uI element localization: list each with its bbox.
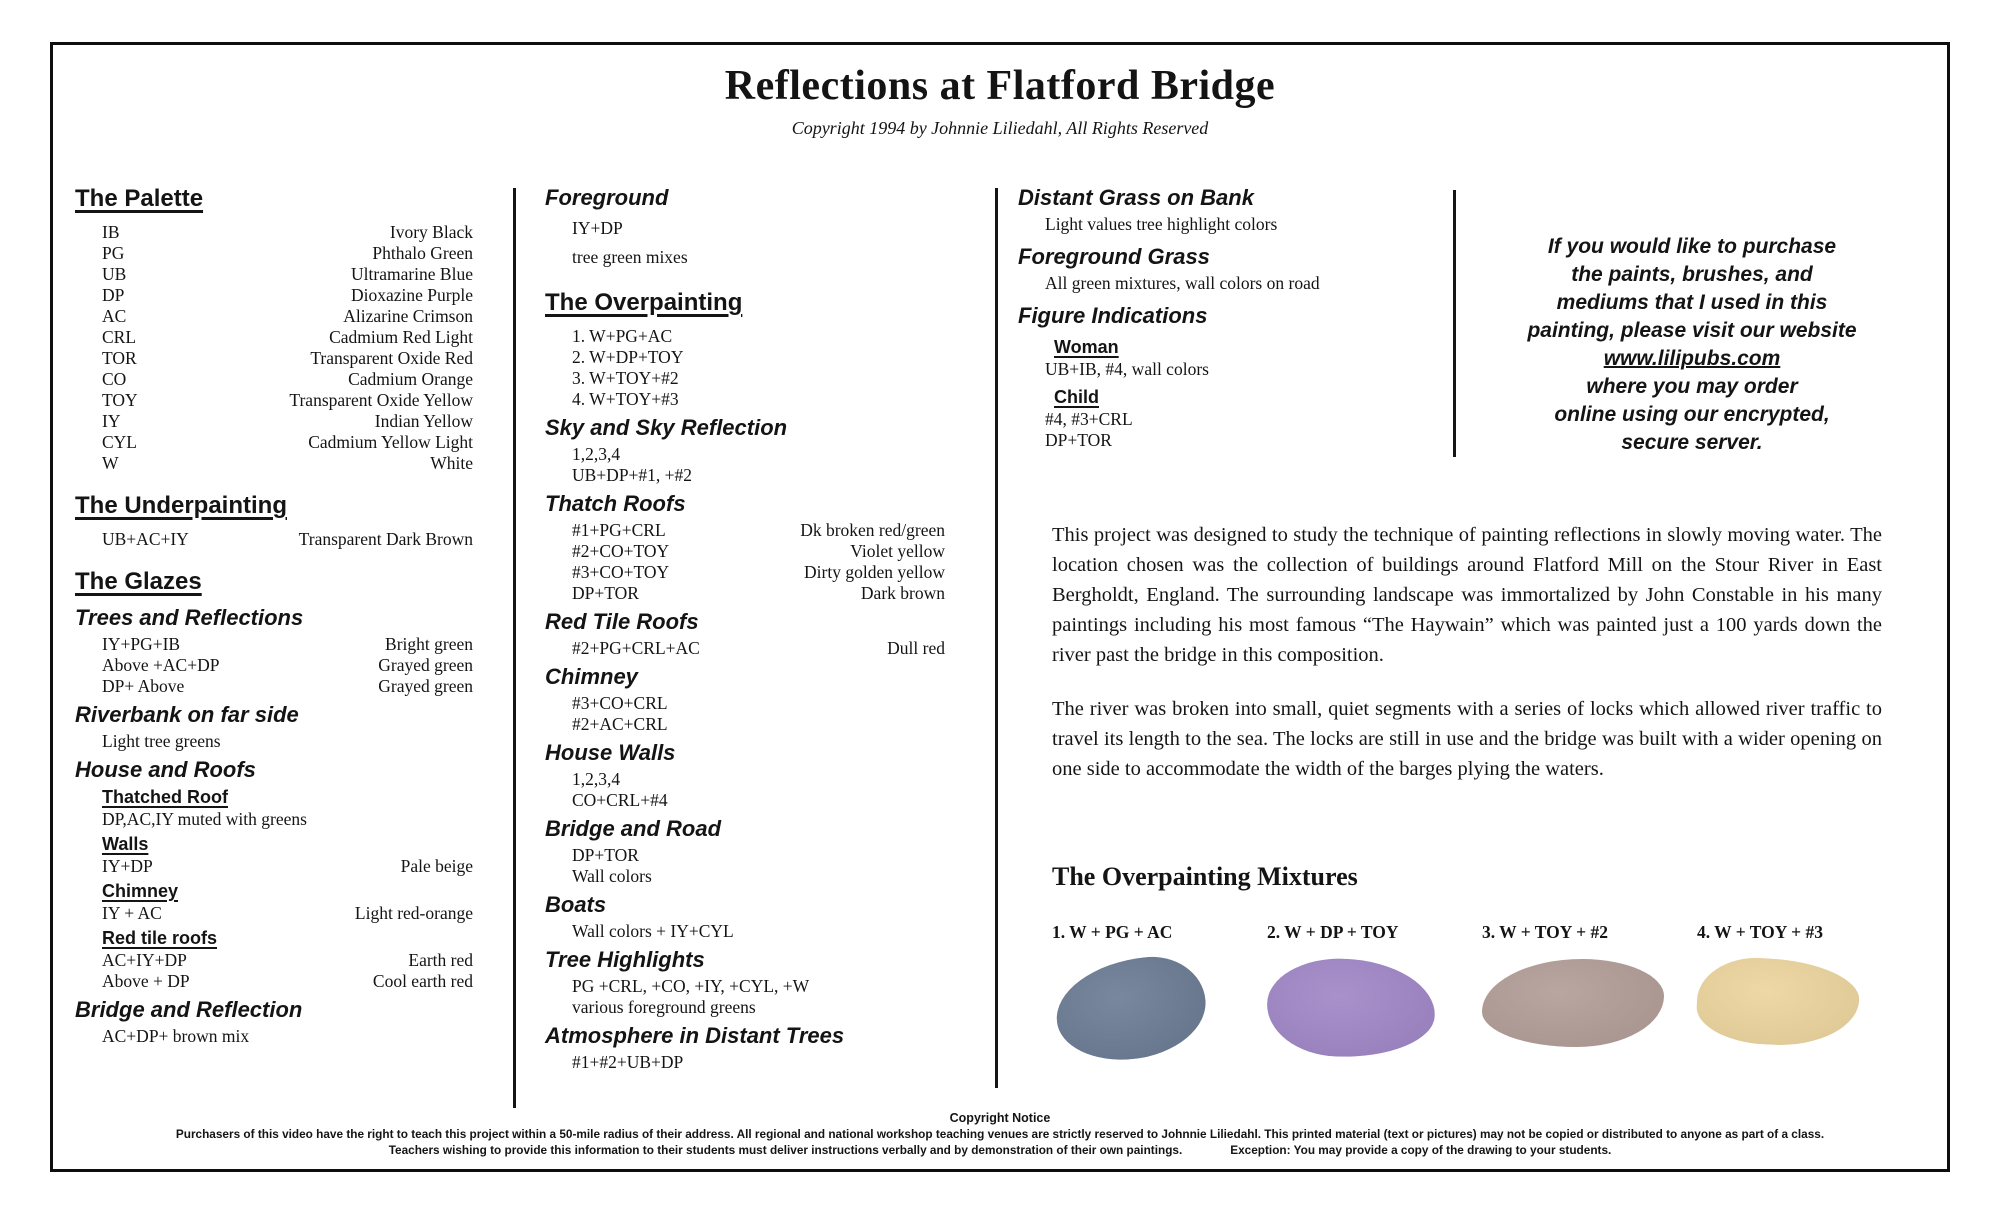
palette-row	[75, 390, 473, 411]
paint-code: UB	[102, 264, 127, 284]
swatch-row	[1052, 922, 1892, 1059]
palette-row	[75, 348, 473, 369]
paint-name: Transparent Oxide Yellow	[289, 390, 473, 410]
paint-code: DP	[102, 285, 125, 305]
swatch-label: 4. W + TOY + #3	[1697, 922, 1823, 942]
palette-row	[75, 306, 473, 327]
description-paragraph-1: This project was designed to study the technique of painting reflections in slowly moving water. The location chosen was the collection of buildings around Flatford Mill on the Stour River in East Bergholdt, England. The surrounding landscape was immortalized by John Constable in his many paintings including his most famous “The Haywain” which was painted just a 100 yards down the river past the bridge in this composition.	[1052, 524, 1882, 666]
mix-line: 1,2,3,4	[572, 769, 621, 789]
mix-code: AC+IY+DP	[102, 950, 187, 970]
mix-line: CO+CRL+#4	[572, 790, 668, 810]
paint-swatch-1	[1051, 951, 1211, 1066]
mix-code: #2+PG+CRL+AC	[572, 638, 700, 658]
mix-line: Light values tree highlight colors	[1045, 214, 1278, 234]
paint-name: Ultramarine Blue	[351, 264, 473, 284]
swatch-label: 3. W + TOY + #2	[1482, 922, 1608, 942]
boats-heading: Boats	[545, 892, 607, 917]
paint-name: Indian Yellow	[374, 411, 473, 431]
paint-swatch-4	[1695, 955, 1861, 1049]
paint-code: TOR	[102, 348, 137, 368]
promo-line: the paints, brushes, and	[1571, 263, 1813, 286]
overpainting-item: 4. W+TOY+#3	[572, 389, 679, 409]
palette-row	[75, 264, 473, 285]
mix-row	[545, 638, 945, 659]
copyright-notice-title: Copyright Notice	[949, 1111, 1051, 1125]
mix-line: #3+CO+CRL	[572, 693, 668, 713]
paint-name: Transparent Oxide Red	[310, 348, 473, 368]
paint-code: AC	[102, 306, 127, 326]
promo-line: where you may order	[1586, 375, 1798, 398]
foreground-heading: Foreground	[545, 185, 669, 210]
red-tile-roofs-subheading: Red tile roofs	[102, 928, 218, 948]
column-divider-left	[513, 188, 516, 1108]
promo-line: online using our encrypted,	[1554, 403, 1830, 426]
mix-line: #4, #3+CRL	[1045, 409, 1133, 429]
swatch-label: 2. W + DP + TOY	[1267, 922, 1399, 942]
underpainting-heading: The Underpainting	[75, 492, 287, 519]
left-column	[75, 185, 473, 1047]
foreground-grass-heading: Foreground Grass	[1018, 244, 1210, 269]
palette-row	[75, 222, 473, 243]
mix-line: IY+DP	[572, 218, 623, 238]
mix-line: #2+AC+CRL	[572, 714, 668, 734]
page-title: Reflections at Flatford Bridge	[724, 63, 1276, 109]
paint-name: Ivory Black	[389, 222, 473, 242]
mix-result: Dirty golden yellow	[804, 562, 945, 582]
mix-line: Wall colors	[572, 866, 652, 886]
column-divider-right	[995, 188, 998, 1088]
mix-result: Earth red	[408, 950, 473, 970]
mix-row	[75, 655, 473, 676]
mix-result: Grayed green	[378, 655, 473, 675]
paint-name: Cadmium Red Light	[329, 327, 473, 347]
thatched-roof-subheading: Thatched Roof	[102, 787, 228, 807]
tree-highlights-heading: Tree Highlights	[545, 947, 705, 972]
promo-line: mediums that I used in this	[1556, 291, 1828, 314]
palette-row	[75, 369, 473, 390]
atmosphere-heading: Atmosphere in Distant Trees	[545, 1023, 845, 1048]
mix-row	[75, 950, 473, 971]
mix-line: AC+DP+ brown mix	[102, 1026, 250, 1046]
mix-code: Above +AC+DP	[102, 655, 220, 675]
project-description	[1052, 520, 1882, 808]
mix-result: Transparent Dark Brown	[298, 529, 473, 549]
mix-row	[75, 856, 473, 877]
bridge-reflection-heading: Bridge and Reflection	[75, 997, 303, 1022]
overpainting-heading: The Overpainting	[545, 289, 743, 316]
paint-code: CRL	[102, 327, 137, 347]
paint-code: PG	[102, 243, 125, 263]
purchase-promo-block	[1472, 233, 1912, 457]
paint-code: TOY	[102, 390, 138, 410]
palette-heading: The Palette	[75, 185, 204, 212]
website-url-text: www.lilipubs.com	[1603, 347, 1781, 370]
overpainting-item: 1. W+PG+AC	[572, 326, 673, 346]
description-paragraph-2: The river was broken into small, quiet segments with a series of locks which allowed river traffic to travel its length to the sea. The locks are still in use and the bridge was built with a wider opening on one side to accommodate the width of the barges plying the waters.	[1052, 698, 1882, 780]
child-subheading: Child	[1054, 387, 1099, 407]
woman-subheading: Woman	[1054, 337, 1119, 357]
promo-line: If you would like to purchase	[1547, 235, 1837, 258]
house-roofs-heading: House and Roofs	[75, 757, 256, 782]
mix-row	[75, 529, 473, 550]
mix-result: Dull red	[887, 638, 945, 658]
page-copyright-subtitle: Copyright 1994 by Johnnie Liliedahl, All Rights Reserved	[791, 118, 1209, 138]
distant-grass-heading: Distant Grass on Bank	[1018, 185, 1254, 210]
mix-row	[545, 583, 945, 604]
middle-column	[545, 185, 945, 1073]
copyright-notice-line-2	[110, 1142, 1890, 1158]
riverbank-heading: Riverbank on far side	[75, 702, 299, 727]
mix-line: PG +CRL, +CO, +IY, +CYL, +W	[572, 976, 810, 996]
mix-result: Dark brown	[860, 583, 945, 603]
palette-row	[75, 327, 473, 348]
paint-code: CO	[102, 369, 127, 389]
swatch-group-4	[1697, 922, 1892, 1059]
mix-code: #1+PG+CRL	[572, 520, 666, 540]
overpainting-item: 2. W+DP+TOY	[572, 347, 684, 367]
chimney-subheading: Chimney	[102, 881, 179, 901]
copyright-notice-line-1: Purchasers of this video have the right to teach this project within a 50-mile radius of their address. All regional and national workshop teaching venues are strictly reserved to Johnnie Liliedahl. This printed material (text or pictures) may not be copied or distributed to anyone as part of a class.	[175, 1127, 1825, 1141]
bridge-road-heading: Bridge and Road	[545, 816, 722, 841]
thatch-roofs-heading: Thatch Roofs	[545, 491, 686, 516]
mix-line: All green mixtures, wall colors on road	[1045, 273, 1320, 293]
copyright-exception-text: Exception: You may provide a copy of the drawing to your students.	[1230, 1143, 1612, 1157]
overpainting-mixtures-section	[1052, 862, 1892, 1059]
mix-line: DP,AC,IY muted with greens	[102, 809, 307, 829]
mix-line: UB+IB, #4, wall colors	[1045, 359, 1209, 379]
mix-result: Light red-orange	[354, 903, 473, 923]
palette-row	[75, 453, 473, 474]
paint-name: Dioxazine Purple	[351, 285, 473, 305]
red-tile-roofs-heading: Red Tile Roofs	[545, 609, 699, 634]
copyright-teachers-text: Teachers wishing to provide this information to their students must deliver instructions verbally and by demonstration of their own paintings.	[388, 1143, 1183, 1157]
paint-code: IY	[102, 411, 121, 431]
promo-line: painting, please visit our website	[1527, 319, 1857, 342]
overpainting-item: 3. W+TOY+#2	[572, 368, 679, 388]
mix-code: IY+PG+IB	[102, 634, 181, 654]
paint-name: Phthalo Green	[372, 243, 473, 263]
mix-line: 1,2,3,4	[572, 444, 621, 464]
mix-row	[75, 676, 473, 697]
mixtures-heading: The Overpainting Mixtures	[1052, 862, 1358, 891]
paint-swatch-3	[1482, 959, 1664, 1047]
mix-result: Pale beige	[400, 856, 473, 876]
paint-code: IB	[102, 222, 120, 242]
chimney-heading: Chimney	[545, 664, 638, 689]
mix-code: DP+TOR	[572, 583, 639, 603]
mix-code: UB+AC+IY	[102, 529, 189, 549]
promo-line: secure server.	[1621, 431, 1763, 454]
mix-line: UB+DP+#1, +#2	[572, 465, 693, 485]
glazes-heading: The Glazes	[75, 568, 202, 595]
palette-row	[75, 243, 473, 264]
mix-line: Wall colors + IY+CYL	[572, 921, 734, 941]
swatch-group-3	[1482, 922, 1677, 1059]
swatch-label: 1. W + PG + AC	[1052, 922, 1173, 942]
trees-reflections-heading: Trees and Reflections	[75, 605, 304, 630]
mix-code: IY+DP	[102, 856, 153, 876]
mix-code: DP+ Above	[102, 676, 185, 696]
promo-divider	[1453, 190, 1456, 457]
mix-line: tree green mixes	[572, 247, 688, 267]
paint-swatch-2	[1265, 956, 1436, 1060]
swatch-group-1	[1052, 922, 1247, 1059]
house-walls-heading: House Walls	[545, 740, 676, 765]
mix-row	[545, 541, 945, 562]
mix-row	[75, 903, 473, 924]
paint-name: Cadmium Yellow Light	[308, 432, 473, 452]
mix-line: DP+TOR	[1045, 430, 1112, 450]
mix-row	[545, 562, 945, 583]
paint-name: Cadmium Orange	[348, 369, 473, 389]
paint-code: CYL	[102, 432, 137, 452]
mix-code: #3+CO+TOY	[572, 562, 670, 582]
mix-code: #2+CO+TOY	[572, 541, 670, 561]
sky-reflection-heading: Sky and Sky Reflection	[545, 415, 788, 440]
mix-line: #1+#2+UB+DP	[572, 1052, 684, 1072]
figure-indications-heading: Figure Indications	[1018, 303, 1208, 328]
copyright-notice	[110, 1110, 1890, 1158]
mix-row	[75, 971, 473, 992]
mix-result: Dk broken red/green	[800, 520, 945, 540]
mix-result: Cool earth red	[372, 971, 473, 991]
palette-row	[75, 285, 473, 306]
mix-line: Light tree greens	[102, 731, 221, 751]
swatch-group-2	[1267, 922, 1462, 1059]
mix-line: DP+TOR	[572, 845, 639, 865]
paint-code: W	[102, 453, 119, 473]
mix-row	[75, 634, 473, 655]
mix-row	[545, 520, 945, 541]
palette-row	[75, 432, 473, 453]
mix-line: various foreground greens	[572, 997, 756, 1017]
right-column	[1018, 185, 1448, 451]
mix-code: Above + DP	[102, 971, 190, 991]
mix-result: Grayed green	[378, 676, 473, 696]
walls-subheading: Walls	[102, 834, 149, 854]
paint-name: Alizarine Crimson	[343, 306, 473, 326]
mix-result: Bright green	[385, 634, 473, 654]
palette-row	[75, 411, 473, 432]
paint-name: White	[430, 453, 473, 473]
mix-result: Violet yellow	[850, 541, 945, 561]
mix-code: IY + AC	[102, 903, 162, 923]
